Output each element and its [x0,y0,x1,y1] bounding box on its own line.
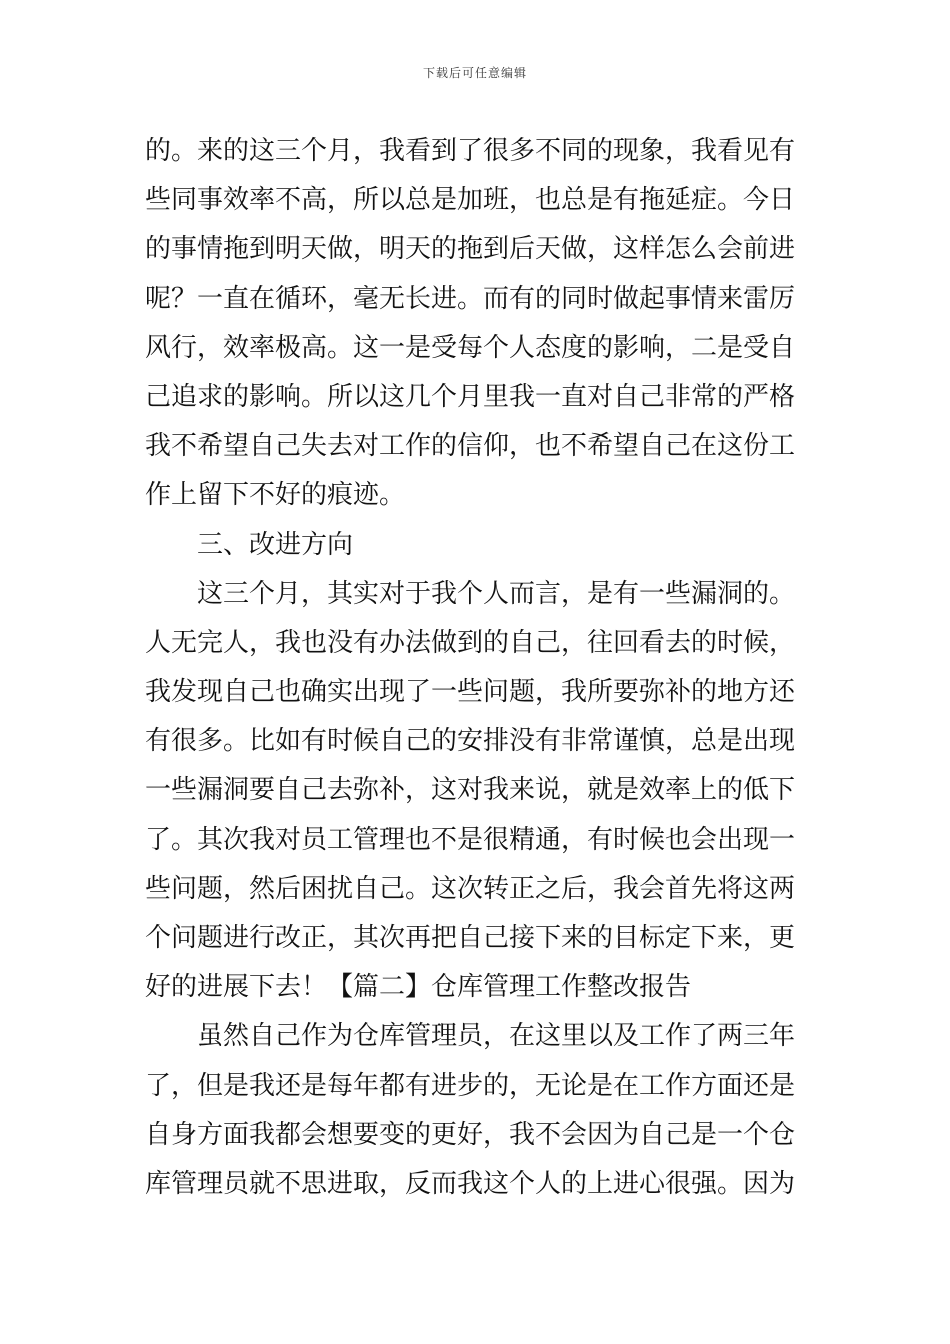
section-heading: 三、改进方向 [197,529,354,560]
body-line: 呢？一直在循环，毫无长进。而有的同时做起事情来雷厉 [145,283,796,314]
page-header: 下载后可任意编辑 [422,66,527,80]
body-line: 好的进展下去！【篇二】仓库管理工作整改报告 [145,972,692,1003]
body-line: 库管理员就不思进取，反而我这个人的上进心很强。因为 [145,1168,796,1199]
body-line: 人无完人，我也没有办法做到的自己，往回看去的时候， [145,627,796,658]
body-line: 己追求的影响。所以这几个月里我一直对自己非常的严格 [145,381,796,412]
body-line: 些同事效率不高，所以总是加班，也总是有拖延症。今日 [145,185,796,216]
paragraph-first-line: 这三个月，其实对于我个人而言，是有一些漏洞的。 [197,578,796,609]
body-line: 了，但是我还是每年都有进步的，无论是在工作方面还是 [145,1070,796,1101]
body-line: 个问题进行改正，其次再把自己接下来的目标定下来，更 [145,923,796,953]
body-line: 的。来的这三个月，我看到了很多不同的现象，我看见有 [145,136,796,166]
document-body [145,127,810,1209]
body-line: 我发现自己也确实出现了一些问题，我所要弥补的地方还 [145,677,796,708]
paragraph-first-line: 虽然自己作为仓库管理员，在这里以及工作了两三年 [197,1021,796,1052]
body-line: 的事情拖到明天做，明天的拖到后天做，这样怎么会前进 [145,234,796,265]
body-line: 了。其次我对员工管理也不是很精通，有时候也会出现一 [145,824,796,855]
body-line: 自身方面我都会想要变的更好，我不会因为自己是一个仓 [145,1119,796,1150]
body-line: 我不希望自己失去对工作的信仰，也不希望自己在这份工 [145,431,796,462]
body-line: 作上留下不好的痕迹。 [145,480,406,511]
body-line: 些问题，然后困扰自己。这次转正之后，我会首先将这两 [145,873,796,904]
body-line: 有很多。比如有时候自己的安排没有非常谨慎，总是出现 [145,726,796,757]
body-line: 风行，效率极高。这一是受每个人态度的影响，二是受自 [145,332,796,363]
body-line: 一些漏洞要自己去弥补，这对我来说，就是效率上的低下 [145,775,796,806]
